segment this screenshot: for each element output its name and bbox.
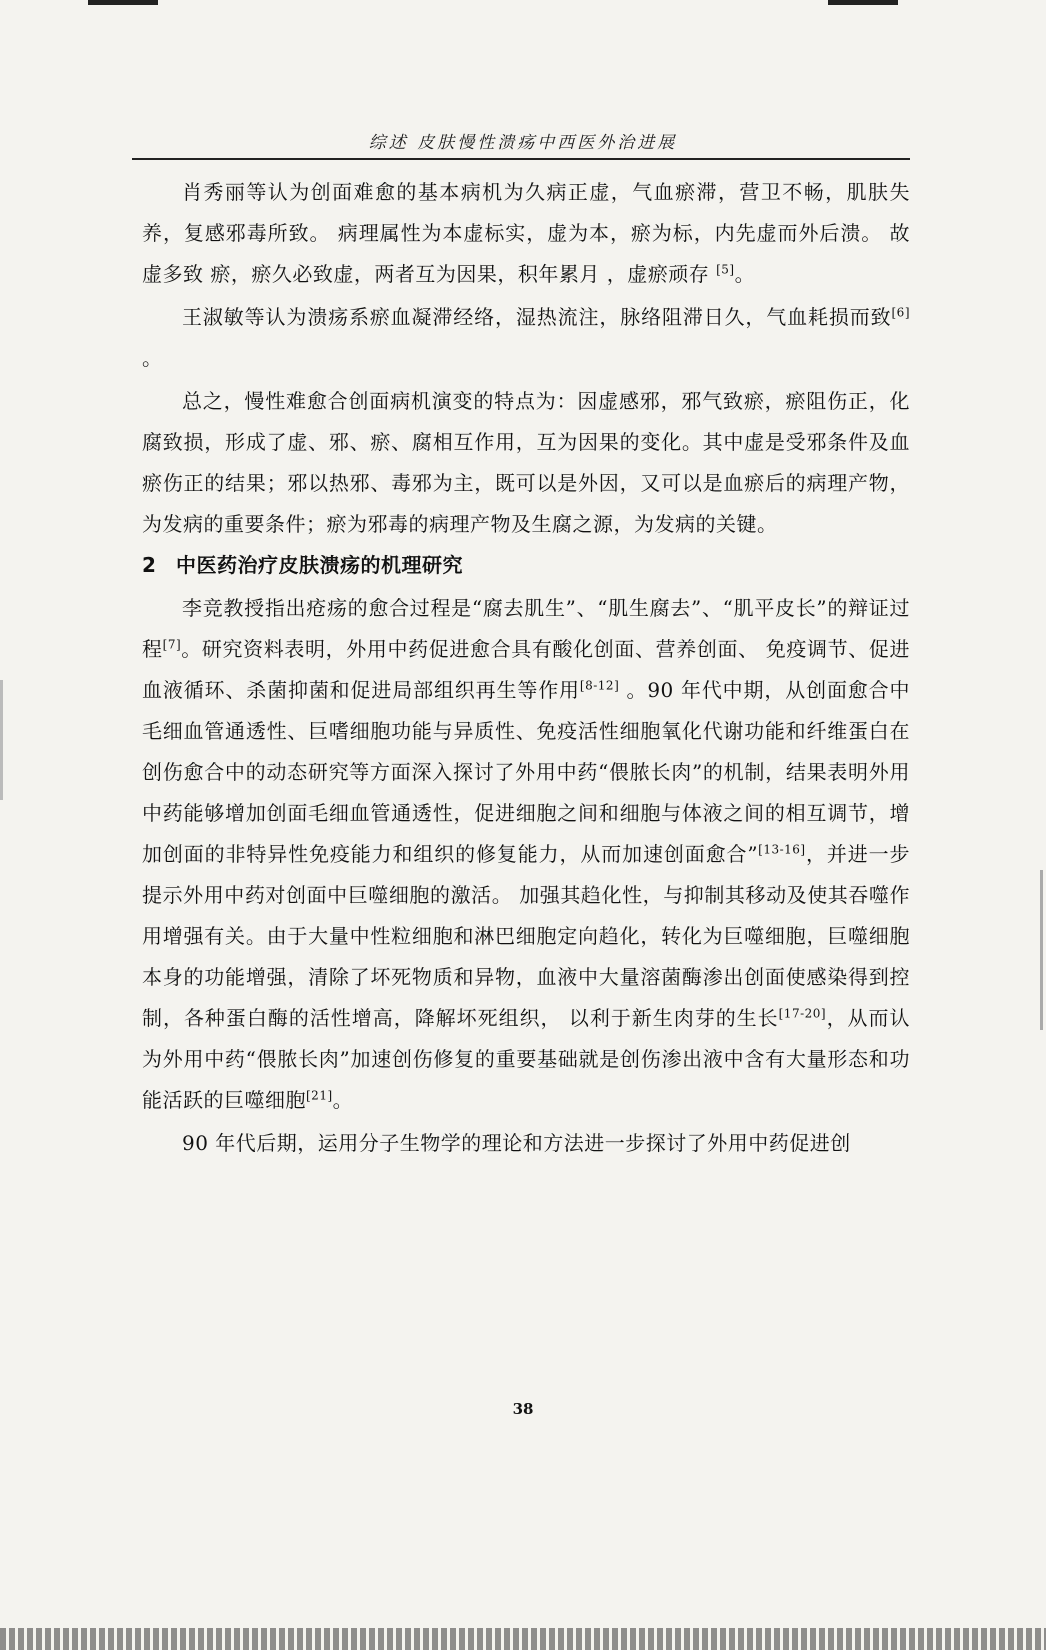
paragraph-pathogenesis-xiao bbox=[142, 172, 910, 295]
paragraph-mechanism bbox=[142, 588, 910, 1121]
citation: [17-20] bbox=[778, 1006, 827, 1021]
paragraph-pathogenesis-wang bbox=[142, 297, 910, 379]
text-segment: ，并进一步提示外用中药对创面中巨噬细胞的激活。 加强其趋化性，与抑制其移动及使其吞噬作用增强有关。由于大量中性粒细胞和淋巴细胞定向趋化，转化为巨噬细胞，巨噬细胞本身的功能增强，清除了坏死物质和异物，血液中大量溶菌酶渗出创面使感染得到控制，各种蛋白酶的活性增高，降解坏死组织， 以利于新生肉芽的生长 bbox=[142, 842, 910, 1030]
paragraph-text: 90 年代后期，运用分子生物学的理论和方法进一步探讨了外用中药促进创 bbox=[182, 1131, 851, 1155]
paragraph-text: 总之，慢性难愈合创面病机演变的特点为：因虚感邪，邪气致瘀，瘀阻伤正，化腐致损，形成了虚、邪、瘀、腐相互作用，互为因果的变化。其中虚是受邪条件及血瘀伤正的结果；邪以热邪、毒邪为主，既可以是外因，又可以是血瘀后的病理产物，为发病的重要条件；瘀为邪毒的病理产物及生腐之源，为发病的关键。 bbox=[142, 389, 910, 536]
paragraph-text: 王淑敏等认为溃疡系瘀血凝滞经络，湿热流注，脉络阻滞日久，气血耗损而致 bbox=[182, 305, 892, 329]
text-segment: 。 bbox=[332, 1088, 354, 1112]
text-segment: ，从而认为外用中药“偎脓长肉”加速创伤修复的重要基础就是创伤渗出液中含有大量形态和功能活跃的巨噬细胞 bbox=[142, 1006, 910, 1112]
citation: [7] bbox=[162, 637, 182, 652]
paragraph-molecular bbox=[142, 1123, 910, 1164]
paragraph-tail: 。 bbox=[142, 346, 163, 370]
text-segment: 李竞教授指出疮疡的愈合过程是“腐去肌生”、“肌生腐去”、“肌平皮长”的辩证过程 bbox=[142, 596, 910, 661]
citation: [8-12] bbox=[579, 678, 620, 693]
scan-artifact-top-right bbox=[828, 0, 898, 5]
section-number: 2 bbox=[142, 553, 157, 577]
page-number: 38 bbox=[512, 1400, 534, 1418]
page-body bbox=[142, 172, 910, 1164]
header-rule bbox=[132, 158, 910, 160]
citation: [21] bbox=[306, 1088, 333, 1103]
scan-artifact-left-edge bbox=[0, 680, 3, 800]
scan-artifact-top-left bbox=[88, 0, 158, 5]
paragraph-tail: 。 bbox=[734, 262, 756, 286]
paragraph-text: 肖秀丽等认为创面难愈的基本病机为久病正虚，气血瘀滞，营卫不畅，肌肤失养，复感邪毒所致。 病理属性为本虚标实，虚为本，瘀为标，内先虚而外后溃。 故虚多致 瘀，瘀久必致虚，两者互为因果，积年累月 ，虚瘀顽存 bbox=[142, 180, 910, 286]
scan-artifact-right-edge bbox=[1040, 870, 1043, 1030]
citation: [13-16] bbox=[758, 842, 806, 857]
section-heading bbox=[142, 545, 910, 586]
text-segment: 。90 年代中期，从创面愈合中毛细血管通透性、巨嗜细胞功能与异质性、免疫活性细胞氧化代谢功能和纤维蛋白在创伤愈合中的动态研究等方面深入探讨了外用中药“偎脓长肉”的机制，结果表明外用中药能够增加创面毛细血管通透性，促进细胞之间和细胞与体液之间的相互调节，增加创面的非特异性免疫能力和组织的修复能力，从而加速创面愈合” bbox=[142, 678, 911, 866]
text-segment: 。研究资料表明，外用中药促进愈合具有酸化创面、营养创面、 免疫调节、促进血液循环、杀菌抑菌和促进局部组织再生等作用 bbox=[142, 637, 911, 702]
scan-artifact-bottom bbox=[0, 1628, 1046, 1650]
running-header: 综述 皮肤慢性溃疡中西医外治进展 bbox=[368, 133, 678, 153]
paragraph-summary bbox=[142, 381, 910, 545]
citation: [6] bbox=[891, 305, 910, 320]
citation: [5] bbox=[716, 262, 735, 277]
section-title: 中医药治疗皮肤溃疡的机理研究 bbox=[176, 553, 463, 577]
